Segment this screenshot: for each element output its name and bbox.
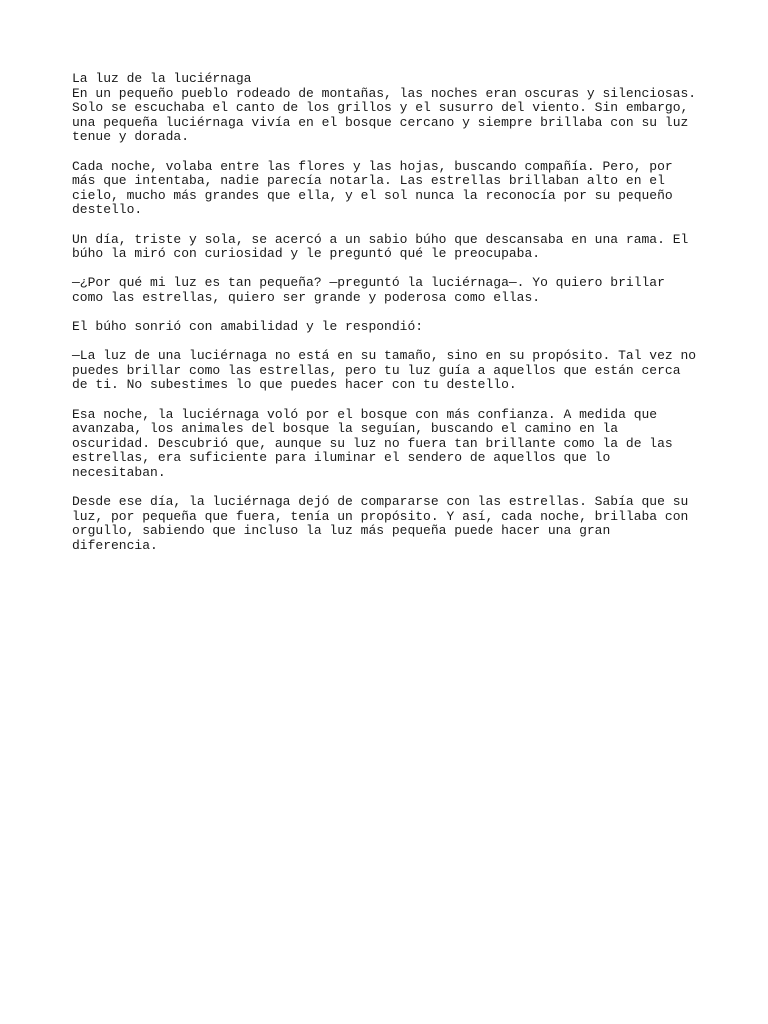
paragraph-3: Un día, triste y sola, se acercó a un sabio búho que descansaba en una rama. El búho la miró con curiosidad y le preguntó qué le preocupaba. bbox=[72, 231, 689, 262]
paragraph-6: —La luz de una luciérnaga no está en su tamaño, sino en su propósito. Tal vez no puedes brillar como las estrellas, pero tu luz guía a aquellos que están cerca de ti. No subestimes lo que puedes hacer con tu destello. bbox=[72, 348, 697, 393]
paragraph-8: Desde ese día, la luciérnaga dejó de compararse con las estrellas. Sabía que su luz, por pequeña que fuera, tenía un propósito. Y así, cada noche, brillaba con orgullo, sabiendo que incluso la luz más pequeña puede hacer una gran diferencia. bbox=[72, 494, 689, 553]
paragraph-1: En un pequeño pueblo rodeado de montañas, las noches eran oscuras y silenciosas. Solo se escuchaba el canto de los grillos y el susurro del viento. Sin embargo, una pequeña luciérnaga vivía en el bosque cercano y siempre brillaba con su luz tenue y dorada. bbox=[72, 85, 697, 145]
paragraph-4: —¿Por qué mi luz es tan pequeña? —preguntó la luciérnaga—. Yo quiero brillar como las estrellas, quiero ser grande y poderosa como ellas. bbox=[72, 275, 665, 305]
document-title: La luz de la luciérnaga bbox=[72, 71, 252, 86]
document-page bbox=[72, 72, 702, 568]
paragraph-2: Cada noche, volaba entre las flores y las hojas, buscando compañía. Pero, por más que intentaba, nadie parecía notarla. Las estrellas brillaban alto en el cielo, mucho más grandes que ella, y el sol nunca la reconocía por su pequeño destello. bbox=[72, 158, 673, 218]
paragraph-7: Esa noche, la luciérnaga voló por el bosque con más confianza. A medida que avanzaba, los animales del bosque la seguían, buscando el camino en la oscuridad. Descubrió que, aunque su luz no fuera tan brillante como la de las estrellas, era suficiente para iluminar el sendero de aquellos que lo necesitaban. bbox=[72, 406, 673, 481]
paragraph-5: El búho sonrió con amabilidad y le respondió: bbox=[72, 319, 424, 335]
